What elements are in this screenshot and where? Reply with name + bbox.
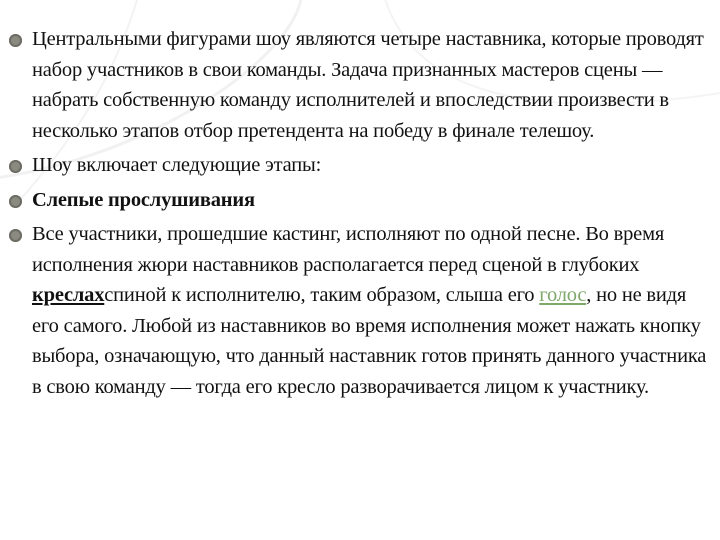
chairs-link[interactable]: креслах <box>32 284 105 306</box>
list-item <box>8 185 712 216</box>
bullet-icon <box>9 160 22 173</box>
item-text-part: , но не видя его самого. Любой из наставников во время исполнения может нажать кнопку выбора, означающую, что данный наставник готов принять данного участника в свою команду — тогда его кресло разворачивается лицом к участнику. <box>32 284 707 398</box>
slide-content <box>8 24 712 406</box>
bullet-icon <box>9 229 22 242</box>
item-text-part: спиной к исполнителю, таким образом, слыша его <box>104 284 540 306</box>
bullet-icon <box>9 195 22 208</box>
list-item <box>8 24 712 146</box>
item-text: Центральными фигурами шоу являются четыре наставника, которые проводят набор участников в свои команды. Задача признанных мастеров сцены — набрать собственную команду исполнителей и впоследствии произвести в несколько этапов отбор претендента на победу в финале телешоу. <box>32 28 704 142</box>
voice-link[interactable]: голос <box>539 284 587 306</box>
item-text: Шоу включает следующие этапы: <box>32 154 322 176</box>
bullet-icon <box>9 34 22 47</box>
list-item <box>8 150 712 181</box>
list-item <box>8 219 712 402</box>
item-text-part: Все участники, прошедшие кастинг, исполняют по одной песне. Во время исполнения жюри наставников располагается перед сценой в глубоких <box>32 223 665 276</box>
item-heading: Слепые прослушивания <box>32 188 255 211</box>
